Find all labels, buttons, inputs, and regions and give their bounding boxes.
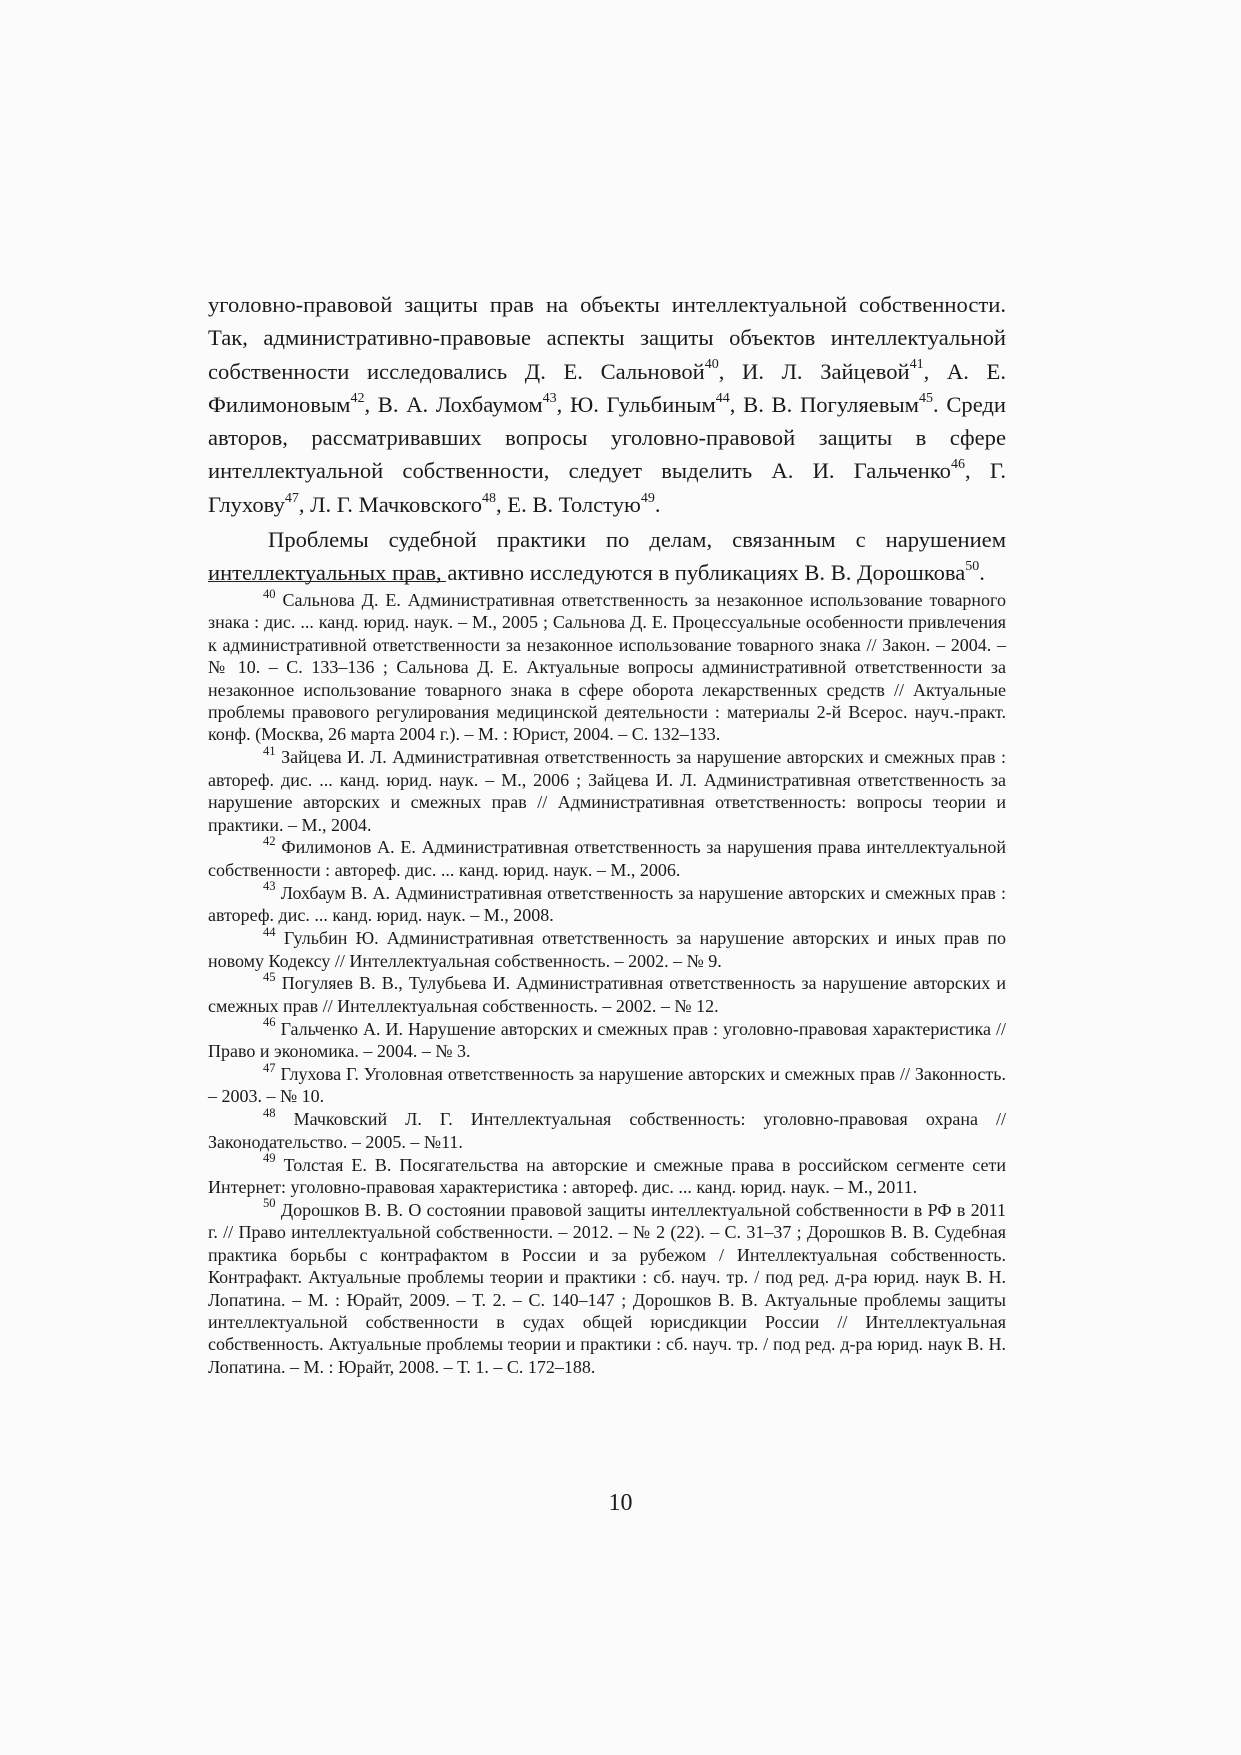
footnote-ref-41[interactable]: 41 <box>909 357 924 373</box>
footnote-42: $^{42}$ Филимонов А. Е. Административная ответственность за нарушения права интеллектуальной собственности : автореф. дис. ... канд. юрид. наук. – М., 2006. <box>208 833 1006 880</box>
paragraph-2: Проблемы судебной практики по делам, связанным с нарушением интеллектуальных прав, активно исследуются в публикациях В. В. Дорошкова$^{50}$. <box>208 527 1006 586</box>
footnote-46: $^{46}$ Гальченко А. И. Нарушение авторских и смежных прав : уголовно-правовая характеристика // Право и экономика. – 2004. – № 3. <box>208 1015 1006 1062</box>
page-number: 10 <box>608 1490 633 1516</box>
footnote-ref-42[interactable]: 42 <box>350 390 365 406</box>
body-text <box>208 288 1006 590</box>
footnote-44: $^{44}$ Гульбин Ю. Административная ответственность за нарушение авторских и иных прав по новому Кодексу // Интеллектуальная собственность. – 2002. – № 9. <box>208 924 1006 971</box>
footnote-43: $^{43}$ Лохбаум В. А. Административная ответственность за нарушение авторских и смежных прав : автореф. дис. ... канд. юрид. наук. – М., 2008. <box>208 879 1006 926</box>
footnote-ref-43[interactable]: 43 <box>542 390 557 406</box>
footnote-ref-46[interactable]: 46 <box>950 457 965 473</box>
footnote-ref-44[interactable]: 44 <box>715 390 730 406</box>
footnote-49: $^{49}$ Толстая Е. В. Посягательства на авторские и смежные права в российском сегменте сети Интернет: уголовно-правовая характеристика : автореф. дис. ... канд. юрид. наук. – М., 2011. <box>208 1151 1006 1198</box>
paragraph-1: уголовно-правовой защиты прав на объекты интеллектуальной собственности. Так, административно-правовые аспекты защиты объектов интеллектуальной собственности исследовались Д. Е. Сальновой$^{40}$, И. Л. Зайцевой$^{41}$, А. Е. Филимоновым$^{42}$, В. А. Лохбаумом$^{43}$, Ю. Гульбиным$^{44}$, В. В. Погуляевым$^{45}$. Среди авторов, рассматривавших вопросы уголовно-правовой защиты в сфере интеллектуальной собственности, следует выделить А. И. Гальченко$^{46}$, Г. Глухову$^{47}$, Л. Г. Мачковского$^{48}$, Е. В. Толстую$^{49}$. <box>208 292 1007 517</box>
footnote-ref-47[interactable]: 47 <box>284 490 299 506</box>
footnote-separator <box>208 581 446 582</box>
footnote-41: $^{41}$ Зайцева И. Л. Административная ответственность за нарушение авторских и смежных прав : автореф. дис. ... канд. юрид. наук. – М., 2006 ; Зайцева И. Л. Административная ответственность за нарушение авторских и смежных прав // Административная ответственность: вопросы теории и практики. – М., 2004. <box>208 743 1006 835</box>
footnotes <box>208 586 1006 1379</box>
footnote-ref-50[interactable]: 50 <box>965 559 980 575</box>
footnote-47: $^{47}$ Глухова Г. Уголовная ответственность за нарушение авторских и смежных прав // Законность. – 2003. – № 10. <box>208 1060 1006 1107</box>
footnote-48: $^{48}$ Мачковский Л. Г. Интеллектуальная собственность: уголовно-правовая охрана // Законодательство. – 2005. – №11. <box>208 1105 1006 1152</box>
footnote-ref-49[interactable]: 49 <box>640 490 655 506</box>
footnote-45: $^{45}$ Погуляев В. В., Тулубьева И. Административная ответственность за нарушение авторских и смежных прав // Интеллектуальная собственность. – 2002. – № 12. <box>208 969 1006 1016</box>
footnote-ref-45[interactable]: 45 <box>918 390 933 406</box>
footnote-40: $^{40}$ Сальнова Д. Е. Административная ответственность за незаконное использование товарного знака : дис. ... канд. юрид. наук. – М., 2005 ; Сальнова Д. Е. Процессуальные особенности привлечения к административной ответственности за незаконное использование товарного знака // Закон. – 2004. – № 10. – С. 133–136 ; Сальнова Д. Е. Актуальные вопросы административной ответственности за незаконное использование товарного знака в сфере оборота лекарственных средств // Актуальные проблемы правового регулирования медицинской деятельности : материалы 2-й Всерос. науч.-практ. конф. (Москва, 26 марта 2004 г.). – М. : Юрист, 2004. – С. 132–133. <box>208 586 1006 745</box>
footnote-ref-40[interactable]: 40 <box>704 357 719 373</box>
footnote-50: $^{50}$ Дорошков В. В. О состоянии правовой защиты интеллектуальной собственности в РФ в 2011 г. // Право интеллектуальной собственности. – 2012. – № 2 (22). – С. 31–37 ; Дорошков В. В. Судебная практика борьбы с контрафактом в России и за рубежом / Интеллектуальная собственность. Контрафакт. Актуальные проблемы теории и практики : сб. науч. тр. / под ред. д-ра юрид. наук В. Н. Лопатина. – М. : Юрайт, 2009. – Т. 2. – С. 140–147 ; Дорошков В. В. Актуальные проблемы защиты интеллектуальной собственности в судах общей юрисдикции России // Интеллектуальная собственность. Актуальные проблемы теории и практики : сб. науч. тр. / под ред. д-ра юрид. наук В. Н. Лопатина. – М. : Юрайт, 2008. – Т. 1. – С. 172–188. <box>208 1196 1006 1377</box>
footnote-ref-48[interactable]: 48 <box>482 490 496 506</box>
